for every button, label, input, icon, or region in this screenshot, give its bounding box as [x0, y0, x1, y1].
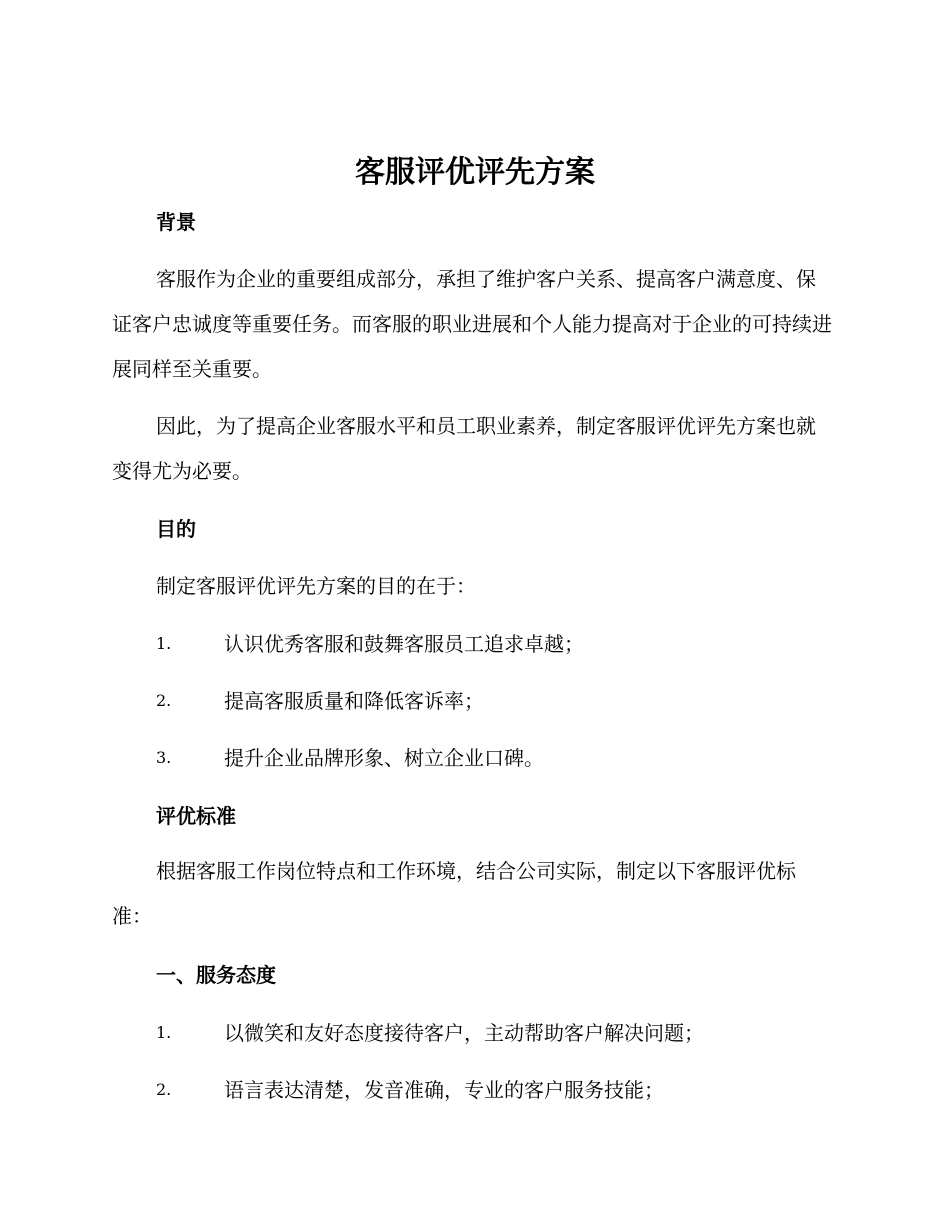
background-paragraph-2: 因此，为了提高企业客服水平和员工职业素养，制定客服评优评先方案也就变得尤为必要。 — [112, 414, 816, 483]
list-text: 认识优秀客服和鼓舞客服员工追求卓越； — [224, 632, 584, 656]
list-text: 提升企业品牌形象、树立企业口碑。 — [224, 746, 544, 770]
list-text: 以微笑和友好态度接待客户，主动帮助客户解决问题； — [224, 1021, 704, 1045]
section-heading-criteria: 评优标准 — [156, 804, 236, 828]
section-heading-purpose: 目的 — [156, 517, 196, 541]
list-text: 语言表达清楚，发音准确，专业的客户服务技能； — [224, 1078, 664, 1102]
subsection-heading-service-attitude: 一、服务态度 — [156, 963, 276, 987]
list-number: 2. — [156, 691, 172, 710]
list-number: 3. — [156, 748, 172, 767]
list-number: 1. — [156, 1023, 172, 1042]
document-title: 客服评优评先方案 — [355, 155, 595, 190]
criteria-intro: 根据客服工作岗位特点和工作环境，结合公司实际，制定以下客服评优标准： — [112, 859, 796, 928]
list-text: 提高客服质量和降低客诉率； — [224, 689, 484, 713]
purpose-intro: 制定客服评优评先方案的目的在于： — [156, 574, 476, 598]
list-number: 1. — [156, 634, 172, 653]
background-paragraph-1: 客服作为企业的重要组成部分，承担了维护客户关系、提高客户满意度、保证客户忠诚度等重要任务。而客服的职业进展和个人能力提高对于企业的可持续进展同样至关重要。 — [112, 267, 832, 381]
section-heading-background: 背景 — [156, 210, 196, 234]
list-number: 2. — [156, 1080, 172, 1099]
